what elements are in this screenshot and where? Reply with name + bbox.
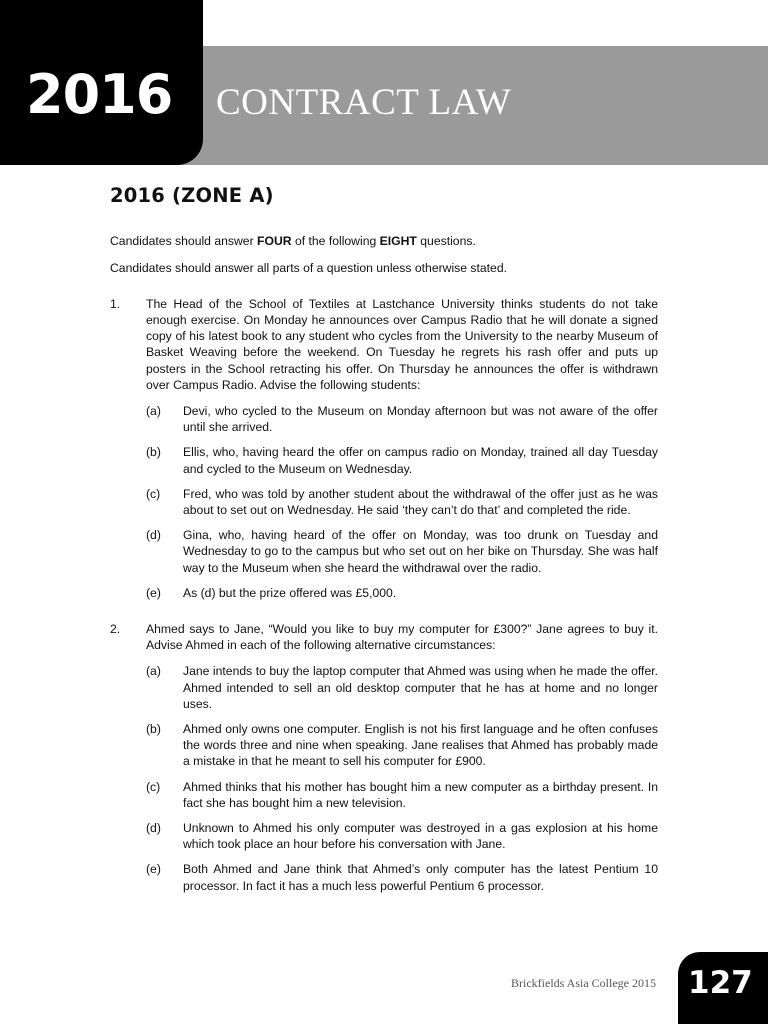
part-text: Ahmed only owns one computer. English is not his first language and he often confuses the words three and nine when speaking. Jane realises that Ahmed has probably made a mistake in that he meant to sell his computer for £900. [183,722,658,769]
chapter-title: CONTRACT LAW [216,82,512,123]
part-text: Ellis, who, having heard the offer on campus radio on Monday, trained all day Tuesday and cycled to the Museum on Wednesday. [183,445,658,476]
part-text: Ahmed thinks that his mother has bought him a new computer as a birthday present. In fact she has bought him a new television. [183,779,658,810]
part-label: (d) [146,821,161,836]
question-part [146,527,658,576]
year-tab [0,0,203,165]
zone-heading: 2016 (ZONE A) [110,184,274,207]
question-part [146,779,658,811]
page-number: 127 [688,965,753,1001]
question-number: 1. [110,296,121,311]
year-label: 2016 [26,63,173,126]
part-label: (b) [146,445,161,460]
part-label: (c) [146,779,161,794]
part-text: As (d) but the prize offered was £5,000. [183,585,397,600]
question-text: The Head of the School of Textiles at Lastchance University thinks students do not take enough exercise. On Monday he announces over Campus Radio that he will donate a signed copy of his latest book to any student who cycles from the University to the nearby Museum of Basket Weaving before the weekend. On Tuesday he regrets his rash offer and puts up posters in the School retracting his offer. On Thursday he announces the offer is withdrawn over Campus Radio. Advise the following students: [146,296,658,392]
question-part [146,486,658,518]
question-number: 2. [110,622,121,637]
question-part [146,820,658,852]
part-text: Fred, who was told by another student about the withdrawal of the offer just as he was about to set out on Wednesday. He said ‘they can’t do that’ and completed the ride. [183,486,658,518]
part-text: Devi, who cycled to the Museum on Monday afternoon but was not aware of the offer until she arrived. [183,404,658,435]
page-number-tab [678,952,768,1024]
question-parts [146,403,658,601]
publisher-footer: Brickfields Asia College 2015 [511,976,656,990]
part-label: (c) [146,486,161,501]
part-label: (d) [146,528,161,543]
question-2 [110,621,658,894]
part-label: (b) [146,722,161,737]
part-label: (e) [146,862,161,877]
part-text: Jane intends to buy the laptop computer that Ahmed was using when he made the offer. Ahmed intended to sell an old desktop computer that he has at home and no longer uses. [183,664,658,711]
part-text: Both Ahmed and Jane think that Ahmed’s only computer has the latest Pentium 10 processor. In fact it has a much less powerful Pentium 6 processor. [183,862,658,893]
part-text: Gina, who, having heard of the offer on Monday, was too drunk on Tuesday and Wednesday to go to the campus but who set out on her bike on Thursday. She was half way to the Museum when she heard the withdrawal over the radio. [183,528,658,575]
question-part [146,721,658,770]
part-label: (e) [146,585,161,600]
question-parts [146,663,658,893]
question-1 [110,296,658,601]
question-part [146,444,658,476]
question-part [146,585,658,601]
question-part [146,663,658,712]
question-text: Ahmed says to Jane, “Would you like to buy my computer for £300?” Jane agrees to buy it. Advise Ahmed in each of the following alternative circumstances: [146,622,658,653]
instruction-2: Candidates should answer all parts of a question unless otherwise stated. [110,260,508,275]
question-part [146,861,658,893]
instruction-1: Candidates should answer FOUR of the following EIGHT questions. [110,234,476,249]
part-label: (a) [146,664,161,679]
question-part [146,403,658,435]
part-label: (a) [146,404,161,419]
page-content [110,184,658,903]
part-text: Unknown to Ahmed his only computer was destroyed in a gas explosion at his home which took place an hour before his conversation with Jane. [183,821,658,852]
